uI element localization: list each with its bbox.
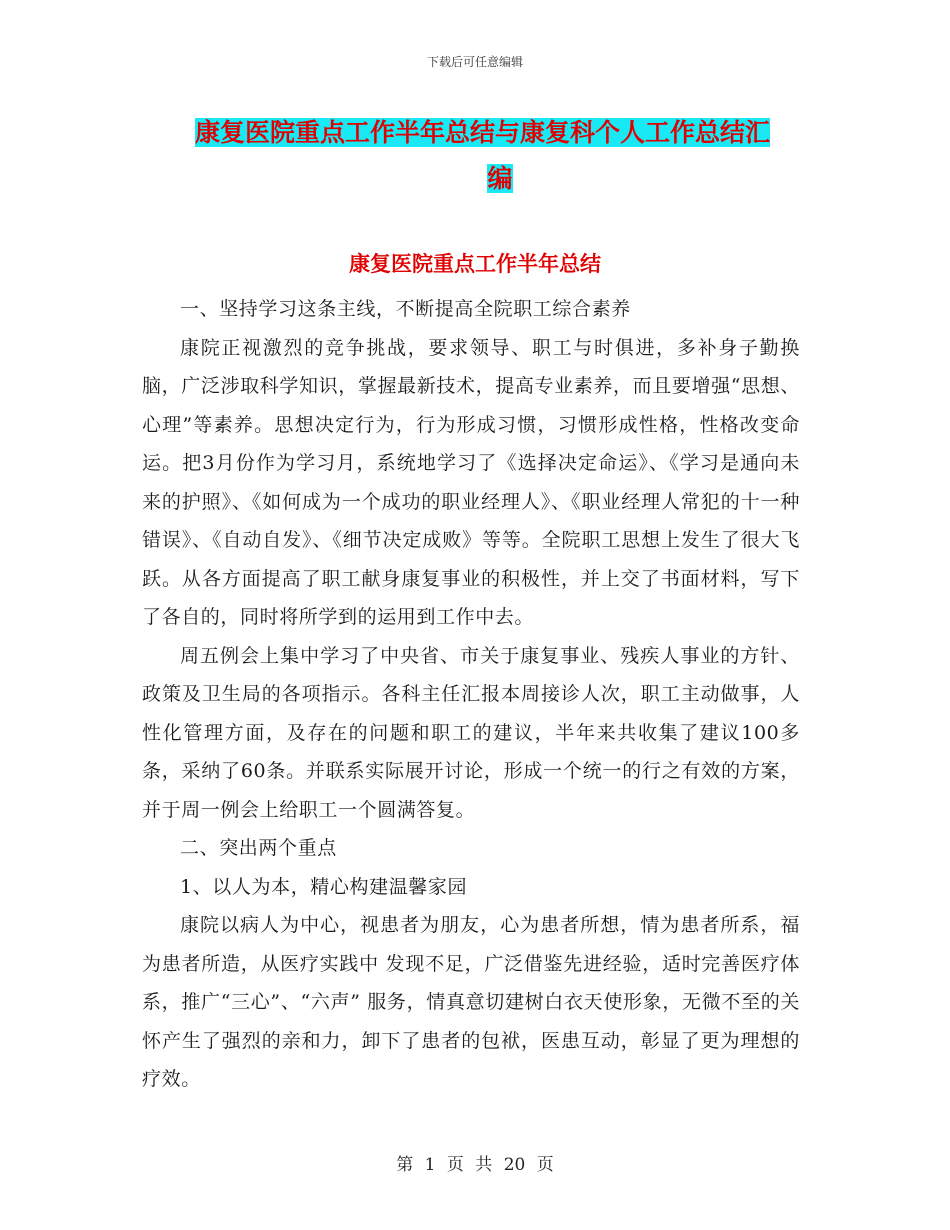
document-title	[195, 110, 805, 202]
heading-2: 二、突出两个重点	[180, 837, 337, 859]
paragraph: 康院以病人为中心，视患者为朋友，心为患者所想，情为患者所系，福为患者所造，从医疗实践中 发现不足，广泛借鉴先进经验，适时完善医疗体系，推广“三心”、“六声” 服务，情真意切建树白衣天使形象，无微不至的关怀产生了强烈的亲和力，卸下了患者的包袱，医患互动，彰显了更为理想的疗效。	[142, 914, 800, 1090]
document-title-line1: 康复医院重点工作半年总结与康复科个人工作总结汇	[195, 118, 771, 147]
header-note: 下载后可任意编辑	[426, 55, 523, 69]
paragraph: 周五例会上集中学习了中央省、市关于康复事业、残疾人事业的方针、政策及卫生局的各项指示。各科主任汇报本周接诊人次，职工主动做事，人性化管理方面，及存在的问题和职工的建议，半年来共收集了建议100多条，采纳了60条。并联系实际展开讨论，形成一个统一的行之有效的方案，并于周一例会上给职工一个圆满答复。	[142, 644, 800, 821]
section-title: 康复医院重点工作半年总结	[349, 252, 601, 276]
heading-2-1: 1、以人为本，精心构建温馨家园	[180, 875, 468, 898]
heading-1: 一、坚持学习这条主线，不断提高全院职工综合素养	[180, 298, 631, 320]
document-title-line2: 编	[487, 164, 513, 193]
document-body	[142, 290, 800, 1099]
paragraph: 康院正视激烈的竞争挑战，要求领导、职工与时俱进，多补身子勤换脑，广泛涉取科学知识，掌握最新技术，提高专业素养，而且要增强“思想、心理”等素养。思想决定行为，行为形成习惯，习惯形成性格，性格改变命运。把3月份作为学习月，系统地学习了《选择决定命运》、《学习是通向未来的护照》、《如何成为一个成功的职业经理人》、《职业经理人常犯的十一种错误》、《自动自发》、《细节决定成败》等等。全院职工思想上发生了很大飞跃。从各方面提高了职工献身康复事业的积极性，并上交了书面材料，写下了各自的，同时将所学到的运用到工作中去。	[142, 336, 800, 628]
page-footer: 第 1 页 共 20 页	[396, 1155, 554, 1175]
